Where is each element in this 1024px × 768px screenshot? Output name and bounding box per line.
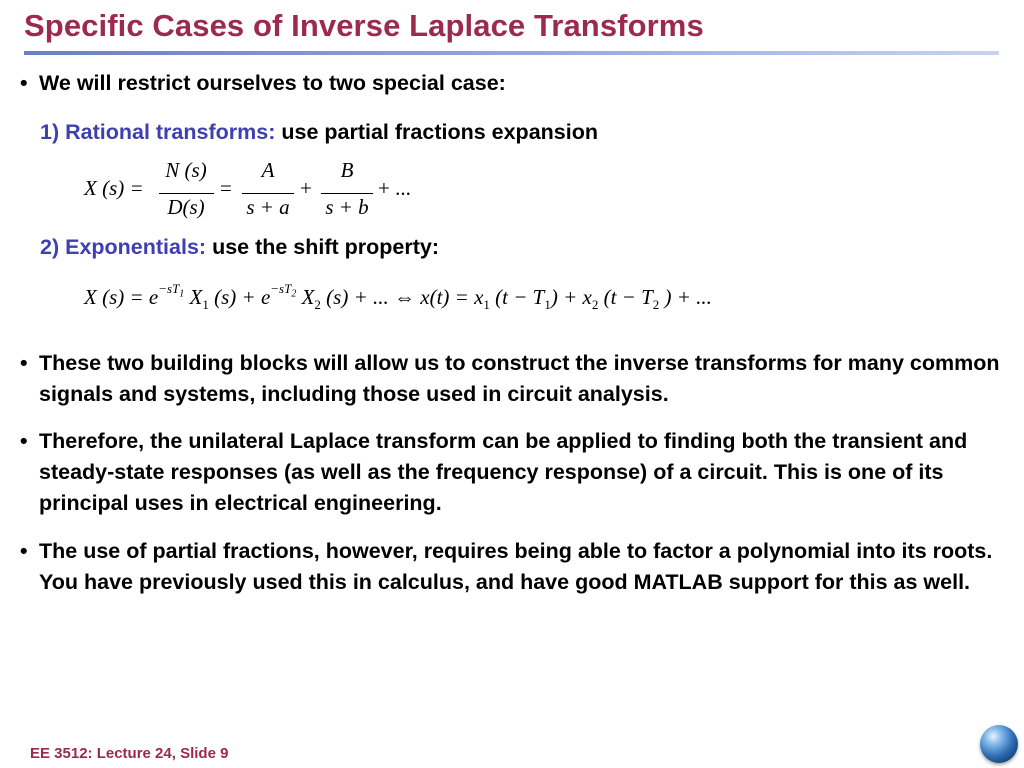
bullet-item [20,68,1010,99]
eq1-f3-num: B [340,158,354,182]
bullet-dot: • [20,429,28,453]
fraction-bar [159,193,214,194]
eq2-part: ) + ... [659,285,712,309]
subscript: 1 [483,297,490,313]
bullet-text: These two building blocks will allow us to construct the inverse transforms for many common signals and systems, including those used in circuit analysis. [39,351,1000,406]
exponent: −sT [158,281,180,296]
bullet-item [20,536,1010,598]
eq2-part: (t − T [489,285,545,309]
shift-property-equation [84,281,804,318]
subscript: 1 [202,297,209,313]
case-exponential [40,232,439,262]
case-label: Exponentials: [65,235,207,259]
eq2-part: X [184,285,203,309]
bullet-text: The use of partial fractions, however, requires being able to factor a polynomial into its roots. You have previously used this in calculus, and have good MATLAB support for this as well. [39,539,993,594]
case-number: 2) [40,235,60,259]
eq1-equals: = [220,176,232,200]
eq1-plus: + [300,176,312,200]
eq2-part: (s) + ... ⇔ x(t) = x [320,285,484,309]
globe-logo-icon [980,725,1018,763]
slide-footer: EE 3512: Lecture 24, Slide 9 [30,745,229,762]
eq2-part: X (s) = e [84,285,159,309]
eq1-f2-den: s + a [246,195,290,219]
exponent-subscript: 2 [291,288,297,300]
eq1-f3-den: s + b [325,195,369,219]
eq1-f1-num: N (s) [165,158,207,182]
case-label: Rational transforms: [65,120,276,144]
fraction-bar [321,193,373,194]
title-underline [24,51,999,55]
bullet-item [20,426,1010,519]
eq2-part: X [296,285,315,309]
eq1-lhs: X (s) = [84,176,144,200]
case-rational [40,117,598,147]
eq1-f2-num: A [261,158,275,182]
eq2-part: (s) + e [208,285,271,309]
fraction-bar [242,193,294,194]
bullet-item [20,348,1010,410]
subscript: 2 [652,297,660,313]
bullet-text: We will restrict ourselves to two special case: [39,71,506,95]
subscript: 2 [591,297,599,313]
bullet-text: Therefore, the unilateral Laplace transform can be applied to finding both the transient and steady-state responses (as well as the frequency response) of a circuit. This is one of its principal uses in electrical engineering. [39,429,968,515]
eq2-part: ) + x [550,285,592,309]
eq1-tail: + ... [378,176,411,200]
eq2-line [84,281,712,313]
bullet-dot: • [20,71,28,95]
case-number: 1) [40,120,60,144]
slide-title: Specific Cases of Inverse Laplace Transforms [24,8,704,43]
partial-fraction-equation [84,158,444,228]
exponent-subscript: 1 [179,288,185,300]
subscript: 2 [314,297,321,313]
exponent: −sT [270,281,292,296]
bullet-dot: • [20,539,28,563]
eq2-part: (t − T [598,285,653,309]
case-text: use the shift property: [212,235,440,259]
case-text: use partial fractions expansion [281,120,598,144]
bullet-dot: • [20,351,28,375]
subscript: 1 [544,297,551,313]
eq1-f1-den: D(s) [167,195,205,219]
